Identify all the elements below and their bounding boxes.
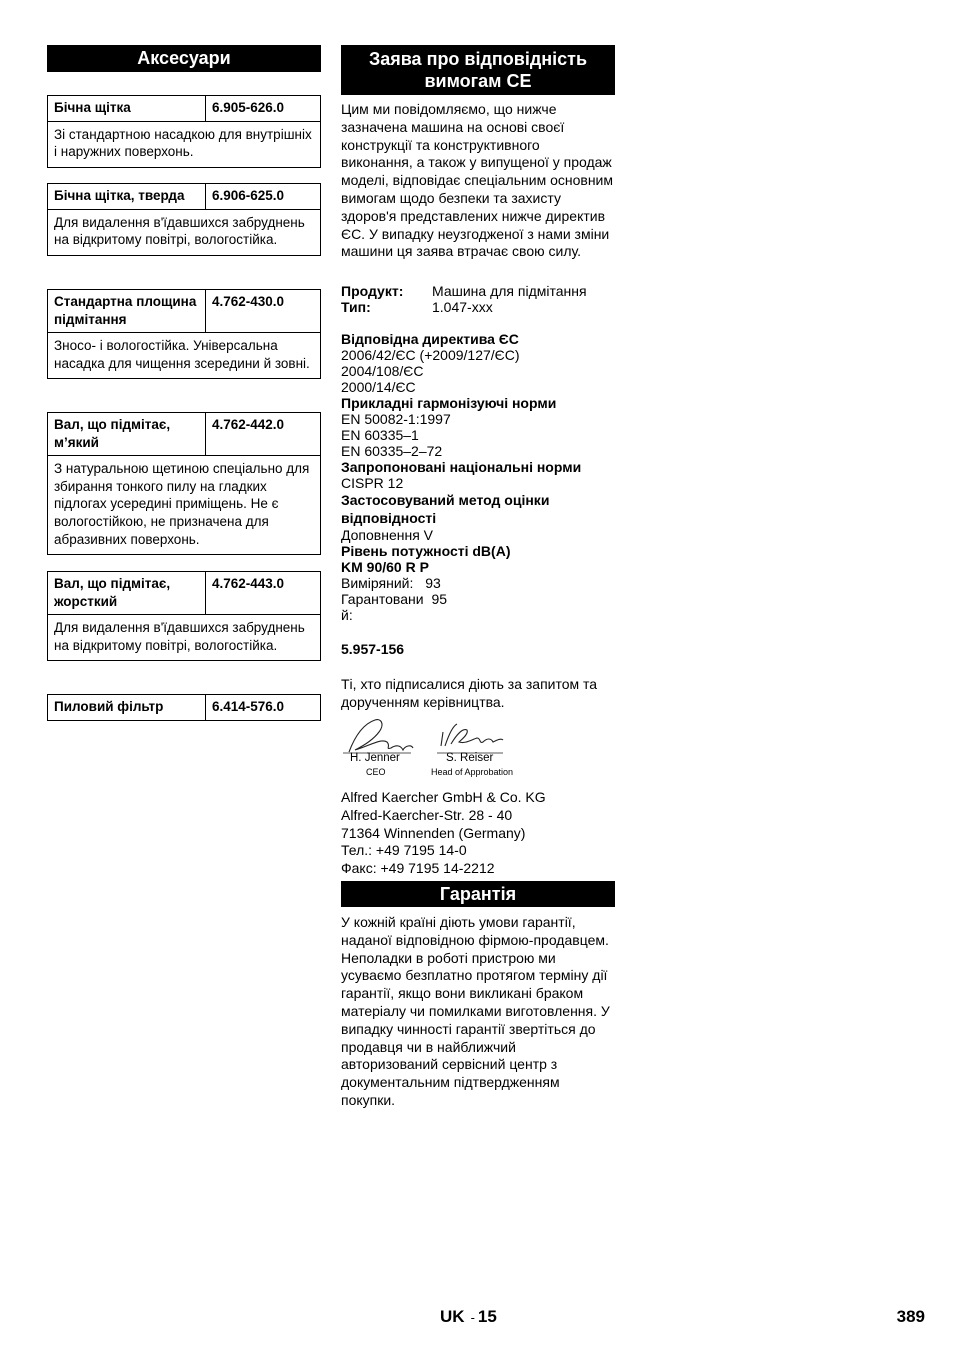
- accessory-description: Зі стандартною насадкою для внутрішніх і наружних поверхонь.: [54, 126, 312, 160]
- type-value: 1.047-xxx: [432, 299, 493, 315]
- accessory-description: Для видалення в'їдавшихся забруднень на відкритому повітрі, вологостійка.: [54, 620, 305, 653]
- document-number: 5.957-156: [341, 641, 405, 657]
- guaranteed-label: Гарантовани: [341, 591, 424, 607]
- accessory-number: 6.414-576.0: [212, 699, 285, 714]
- accessory-number: 6.906-625.0: [212, 188, 285, 203]
- signatures: [341, 716, 541, 782]
- guaranteed-label-cont: й:: [341, 607, 353, 623]
- accessory-description: Для видалення в'їдавшихся забруднень на відкритому повітрі, вологостійка.: [54, 214, 305, 248]
- footer-lang: UK: [440, 1307, 465, 1326]
- accessory-description: Зносо- і вологостійка. Універсальна насадка для чищення зсередини й зовні.: [54, 338, 310, 371]
- product-label: Продукт:: [341, 283, 404, 299]
- accessory-number: 4.762-443.0: [212, 576, 285, 591]
- warranty-heading: Гарантія: [341, 881, 615, 907]
- accessory-item: [47, 412, 321, 555]
- footer-dash: -: [470, 1310, 475, 1325]
- directive-item: 2000/14/ЄС: [341, 379, 416, 395]
- footer-section-page: [440, 1307, 497, 1327]
- warranty-text: У кожній країні діють умови гарантії, наданої відповідною фірмою-продавцем. Неполадки в роботі пристрою ми усуваємо безплатно протягом терміну дії гарантії, якщо вони викликані браком матеріалу чи помилками виготовлення. У випадку чинності гарантії звертіться до продавця чи в найближчий авторизований сервісний центр з документальним підтвердженням покупки.: [341, 914, 610, 1108]
- accessory-name: Бічна щітка, тверда: [48, 184, 206, 209]
- signer1-name: H. Jenner: [350, 752, 400, 764]
- directive-heading: Відповідна директива ЄС: [341, 331, 519, 347]
- declaration-heading-line: Заява про відповідність: [368, 49, 588, 69]
- declaration-heading-line: вимогам CE: [424, 71, 532, 91]
- company-line: Alfred-Kaercher-Str. 28 - 40: [341, 806, 513, 823]
- company-line: Тел.: +49 7195 14-0: [341, 842, 467, 859]
- national-heading: Запропоновані національні норми: [341, 459, 582, 475]
- measured-value: 93: [425, 575, 441, 591]
- signer1-title: CEO: [366, 767, 386, 777]
- accessory-item: [47, 183, 321, 256]
- footer-section-number: 15: [477, 1307, 497, 1326]
- accessory-item: [47, 289, 321, 379]
- company-line: 71364 Winnenden (Germany): [341, 824, 526, 841]
- accessory-name: Бічна щітка: [48, 96, 206, 121]
- accessory-number: 4.762-442.0: [212, 417, 285, 432]
- accessory-item: [47, 95, 321, 168]
- directive-item: 2006/42/ЄС (+2009/127/ЄС): [341, 347, 520, 363]
- guaranteed-row: [341, 591, 615, 607]
- product-value: Машина для підмітання: [432, 283, 587, 299]
- method-value: Доповнення V: [341, 527, 434, 543]
- directive-item: 2004/108/ЄС: [341, 363, 424, 379]
- method-heading: відповідності: [341, 510, 437, 526]
- power-heading: Рівень потужності dB(A): [341, 543, 511, 559]
- signer2-title: Head of Approbation: [431, 767, 514, 777]
- accessory-number: 6.905-626.0: [212, 100, 285, 115]
- type-label: Тип:: [341, 299, 371, 315]
- accessory-item: [47, 571, 321, 661]
- method-heading: Застосовуваний метод оцінки: [341, 492, 550, 508]
- company-line: Alfred Kaercher GmbH & Co. KG: [341, 789, 546, 805]
- harmonized-item: EN 50082-1:1997: [341, 411, 451, 427]
- company-line: Факс: +49 7195 14-2212: [341, 860, 495, 877]
- declaration-heading: [341, 45, 615, 95]
- guaranteed-value: 95: [431, 591, 448, 607]
- accessory-name: Пиловий фільтр: [48, 695, 206, 720]
- accessory-name: Вал, що підмітає, жорсткий: [48, 572, 206, 614]
- product-info: [341, 283, 613, 315]
- accessories-heading: Аксесуари: [47, 45, 321, 72]
- accessory-number: 4.762-430.0: [212, 294, 285, 309]
- company-address: [341, 789, 615, 878]
- national-item: CISPR 12: [341, 475, 404, 491]
- page-number: 389: [896, 1307, 925, 1326]
- harmonized-heading: Прикладні гармонізуючі норми: [341, 395, 557, 411]
- measured-label: Виміряний:: [341, 575, 414, 591]
- accessory-name: Вал, що підмітає, м’який: [48, 413, 206, 455]
- model-name: KM 90/60 R P: [341, 559, 429, 575]
- accessory-name: Стандартна площина підмітання: [48, 290, 206, 332]
- declaration-intro: Цим ми повідомляємо, що нижче зазначена машина на основі своєї конструкції та конструктивного виконання, а також у випущеної у продаж моделі, відповідає спеціальним основним вимогам щодо безпеки та захисту здоров'я представлених нижче директив ЄС. У випадку неузгодженої з нами зміни машини ця заява втрачає свою силу.: [341, 101, 614, 260]
- signers-note: Ті, хто підписалися діють за запитом та дорученням керівництва.: [341, 676, 598, 710]
- measured-row: [341, 575, 615, 591]
- standards-block: [341, 331, 615, 623]
- harmonized-item: EN 60335–2–72: [341, 443, 443, 459]
- signer2-name: S. Reiser: [446, 752, 494, 764]
- harmonized-item: EN 60335–1: [341, 427, 419, 443]
- accessory-item: [47, 694, 321, 721]
- accessory-description: З натуральною щетиною спеціально для збирання тонкого пилу на гладких підлогах усередині приміщень. Не є вологостійкою, не призначена для абразивних поверхонь.: [54, 461, 310, 547]
